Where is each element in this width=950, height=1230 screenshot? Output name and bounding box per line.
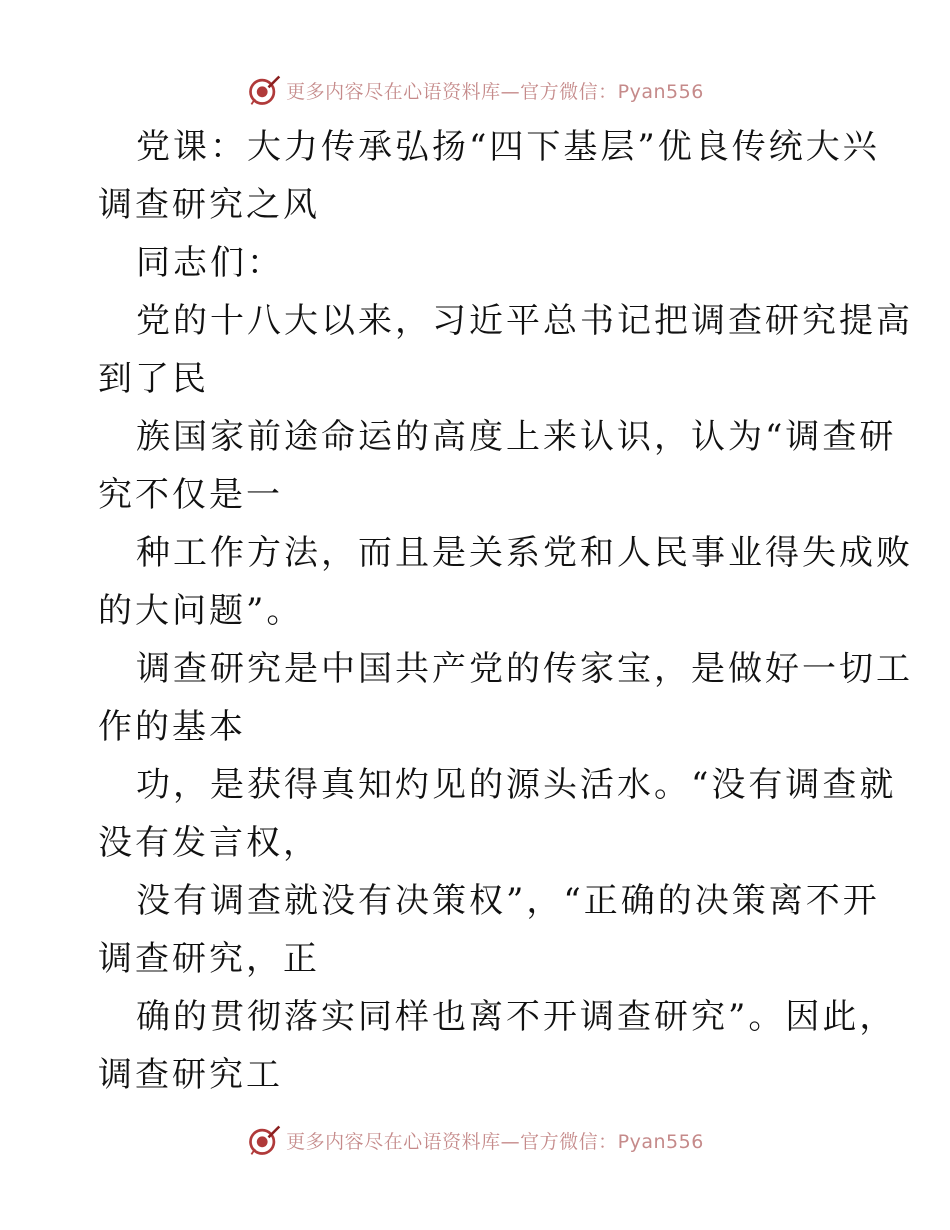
- header-banner: [0, 70, 950, 110]
- text-line: 调查研究，正: [98, 939, 320, 979]
- text-line: 同志们：: [136, 243, 284, 283]
- text-line: 的大问题”。: [98, 591, 304, 631]
- text-line: 种工作方法，而且是关系党和人民事业得失成败: [136, 533, 913, 573]
- text-line: 没有调查就没有决策权”，“正确的决策离不开: [136, 881, 880, 921]
- text-line: 族国家前途命运的高度上来认识，认为“调查研: [136, 417, 897, 457]
- text-line: 作的基本: [98, 707, 246, 747]
- pen-logo-icon: [246, 1122, 282, 1158]
- document-body: [98, 118, 913, 1104]
- banner-text: 更多内容尽在心语资料库—官方微信：Pyan556: [286, 1130, 704, 1153]
- text-line: 调查研究工: [98, 1055, 283, 1095]
- text-line: 调查研究之风: [98, 185, 320, 225]
- text-line: 党的十八大以来，习近平总书记把调查研究提高: [136, 301, 913, 341]
- text-line: 功，是获得真知灼见的源头活水。“没有调查就: [136, 765, 897, 805]
- text-line: 党课：大力传承弘扬“四下基层”优良传统大兴: [136, 127, 880, 167]
- text-line: 究不仅是一: [98, 475, 283, 515]
- text-line: 没有发言权，: [98, 823, 320, 863]
- footer-banner: [0, 1120, 950, 1160]
- text-line: 调查研究是中国共产党的传家宝，是做好一切工: [136, 649, 913, 689]
- banner-text: 更多内容尽在心语资料库—官方微信：Pyan556: [286, 80, 704, 103]
- text-line: 到了民: [98, 359, 209, 399]
- text-line: 确的贯彻落实同样也离不开调查研究”。因此，: [136, 997, 897, 1037]
- pen-logo-icon: [246, 72, 282, 108]
